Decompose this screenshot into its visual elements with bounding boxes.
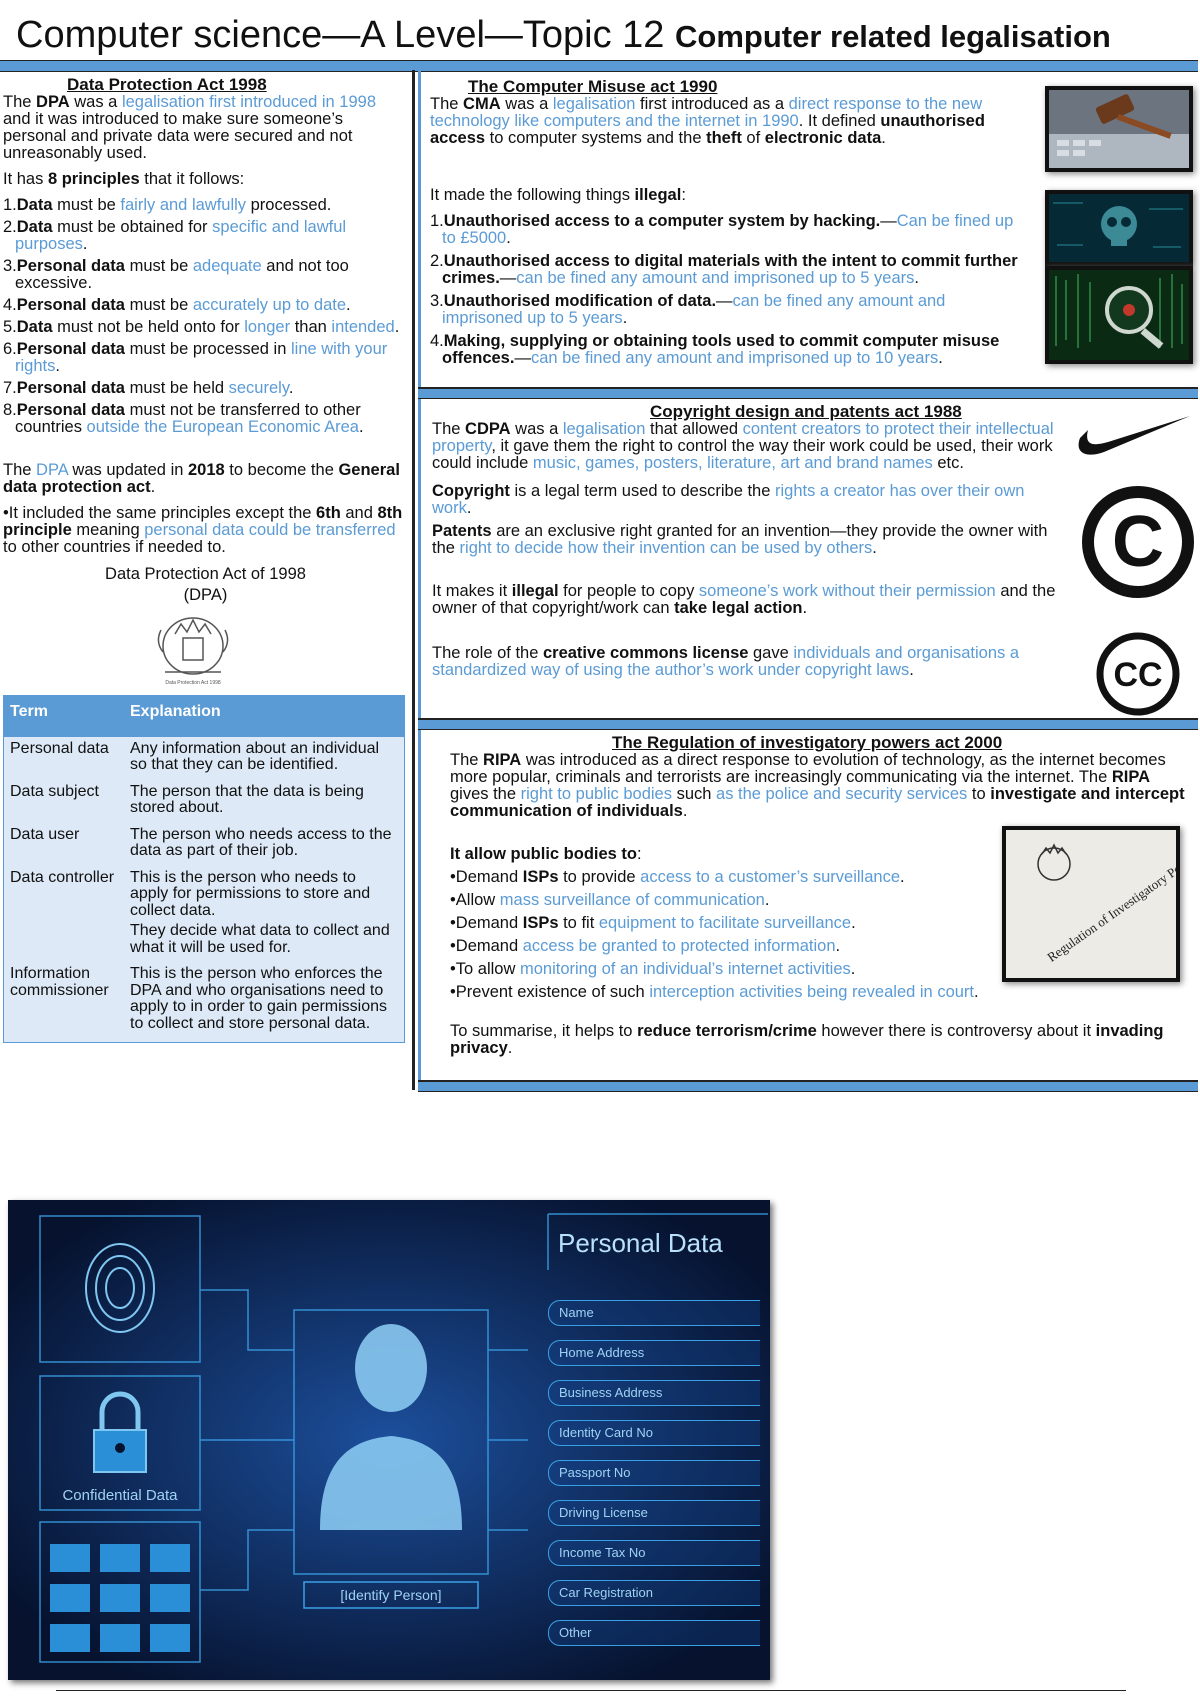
skull-icon: [1049, 194, 1189, 262]
term-cell: Personal data: [10, 739, 109, 757]
list-item: •Prevent existence of such interception activities being revealed in court.: [450, 983, 979, 1001]
cdpa-creative-commons: The role of the creative commons license gave individuals and organisations a standardized way of using the author’s work under copyright laws.: [432, 644, 1020, 679]
list-item: 6.Personal data must be processed in line with your rights.: [3, 340, 388, 375]
section-divider: [418, 387, 1198, 399]
table-header-explanation: Explanation: [124, 696, 405, 737]
table-header-term: Term: [4, 696, 125, 737]
dpa-heading: Data Protection Act 1998: [67, 75, 267, 94]
dpa-crest-title: Data Protection Act of 1998: [105, 565, 306, 583]
list-item: •Demand ISPs to provide access to a customer’s surveillance.: [450, 868, 905, 886]
cc-letters: CC: [1113, 656, 1163, 694]
data-field-item: Driving License: [548, 1500, 760, 1526]
gavel-image: [1045, 86, 1193, 172]
page-title: [16, 14, 1111, 57]
dpa-update: The DPA was updated in 2018 to become the General data protection act.: [3, 461, 400, 496]
document-icon: [1006, 830, 1176, 978]
ripa-document-image: [1002, 826, 1180, 982]
data-field-item: Passport No: [548, 1460, 760, 1486]
cma-heading: The Computer Misuse act 1990: [468, 77, 718, 96]
page-title-main: Computer science—A Level—Topic 12: [16, 14, 665, 56]
list-item: 2.Unauthorised access to digital materials with the intent to commit further crimes.—can be fined any amount and imprisoned up to 5 years.: [430, 252, 1018, 287]
list-item: •Demand access be granted to protected information.: [450, 937, 841, 955]
royal-crest-icon: [3, 606, 408, 688]
dpa-intro: The DPA was a legalisation first introduced in 1998 and it was introduced to make sure someone’s personal and private data were secured and not unreasonably used.: [3, 93, 377, 162]
list-item: 4.Making, supplying or obtaining tools used to commit computer misuse offences.—can be fined any amount and imprisoned up to 10 years.: [430, 332, 1000, 367]
list-item: 3.Personal data must be adequate and not too excessive.: [3, 257, 349, 292]
explanation-cell: [124, 866, 405, 963]
cdpa-section: [432, 403, 1062, 679]
term-cell: Data controller: [10, 868, 115, 886]
list-item: 1.Unauthorised access to a computer system by hacking.—Can be fined up to £5000.: [430, 212, 1014, 247]
data-field-item: Other: [548, 1620, 760, 1646]
cdpa-illegal: It makes it illegal for people to copy someone’s work without their permission and the owner of that copyright/work can take legal action.: [432, 582, 1056, 617]
identify-person-label: [Identify Person]: [340, 1587, 442, 1603]
creative-commons-icon: [1094, 630, 1182, 718]
cma-offences-list: [430, 213, 1030, 367]
section-divider: [418, 1080, 1198, 1092]
dpa-gdpr-bullet: •It included the same principles except the 6th and 8th principle meaning personal data could be transferred to other countries if needed to.: [3, 504, 403, 556]
list-item: 8.Personal data must not be transferred to other countries outside the European Economic Area.: [3, 401, 364, 436]
gavel-icon: [1049, 90, 1189, 168]
list-item: 3.Unauthorised modification of data.—can be fined any amount and imprisoned up to 5 years.: [430, 292, 946, 327]
table-row: [4, 962, 405, 1043]
dpa-crest-caption-block: [3, 564, 408, 606]
list-item: •Demand ISPs to fit equipment to facilitate surveillance.: [450, 914, 856, 932]
swoosh-logo-icon: [1074, 408, 1192, 458]
data-field-item: Car Registration: [548, 1580, 760, 1606]
ripa-heading: The Regulation of investigatory powers act 2000: [612, 733, 1003, 752]
list-item: •To allow monitoring of an individual’s internet activities.: [450, 960, 856, 978]
page-bottom-rule: [56, 1690, 1126, 1691]
dpa-crest-sub: (DPA): [183, 586, 228, 604]
explanation-text: This is the person who needs to apply for permissions to store and collect data.: [130, 868, 371, 919]
virus-magnifier-image: [1045, 266, 1193, 364]
data-field-item: Identity Card No: [548, 1420, 760, 1446]
explanation-cell: The person that the data is being stored about.: [130, 782, 364, 816]
column-divider: [412, 70, 415, 1090]
table-row: [4, 780, 405, 823]
ripa-summary: To summarise, it helps to reduce terrorism/crime however there is controversy about it invading privacy.: [450, 1022, 1164, 1057]
confidential-data-label: Confidential Data: [62, 1487, 178, 1504]
dpa-principles-intro: It has 8 principles that it follows:: [3, 170, 245, 188]
personal-data-field-list: [548, 1300, 760, 1660]
copyright-letter: C: [1112, 502, 1164, 582]
explanation-cell: The person who needs access to the data as part of their job.: [130, 825, 392, 859]
cma-intro: The CMA was a legalisation first introduced as a direct response to the new technology like computers and the internet in 1990. It defined unauthorised access to computer systems and the theft of electronic data.: [430, 95, 985, 147]
dpa-section: [3, 76, 408, 1043]
cma-section: [430, 78, 1030, 372]
personal-data-graphic: [8, 1200, 770, 1680]
table-row: [4, 866, 405, 963]
list-item: 1.Data must be fairly and lawfully processed.: [3, 196, 332, 214]
page-subtitle: Computer related legalisation: [675, 19, 1111, 54]
hacker-skull-image: [1045, 190, 1193, 266]
dpa-principles-list: [3, 197, 408, 436]
ripa-intro: The RIPA was introduced as a direct response to evolution of technology, as the internet becomes more popular, criminals and terrorists are increasingly communicating via the internet. The RIPA gives the right to public bodies such as the police and security services to investigate and intercept communication of individuals.: [450, 751, 1185, 820]
explanation-text: They decide what data to collect and what it will be used for.: [130, 922, 390, 956]
table-header-row: [4, 696, 405, 737]
cdpa-copyright-def: Copyright is a legal term used to describe the rights a creator has over their own work.: [432, 482, 1025, 517]
data-field-item: Name: [548, 1300, 760, 1326]
copyright-symbol-icon: [1078, 482, 1198, 602]
explanation-cell: Any information about an individual so that they can be identified.: [130, 739, 380, 773]
cma-illegal-intro: It made the following things illegal:: [430, 186, 686, 204]
term-cell: Data subject: [10, 782, 99, 800]
list-item: 7.Personal data must be held securely.: [3, 379, 294, 397]
title-divider: [0, 60, 1198, 72]
list-item: 5.Data must not be held onto for longer than intended.: [3, 318, 400, 336]
table-row: [4, 823, 405, 866]
ripa-allow-intro: It allow public bodies to:: [450, 845, 642, 863]
data-field-item: Business Address: [548, 1380, 760, 1406]
terms-table: [3, 695, 405, 1043]
table-row: [4, 737, 405, 780]
term-cell: Information commissioner: [10, 965, 109, 999]
list-item: •Allow mass surveillance of communication.: [450, 891, 770, 909]
personal-data-title: Personal Data: [558, 1228, 723, 1258]
list-item: 2.Data must be obtained for specific and lawful purposes.: [3, 218, 347, 253]
data-field-item: Income Tax No: [548, 1540, 760, 1566]
explanation-cell: This is the person who enforces the DPA and who organisations need to apply to in order to gain permissions to collect and store personal data.: [130, 965, 388, 1032]
list-item: 4.Personal data must be accurately up to date.: [3, 296, 351, 314]
section-divider: [418, 718, 1198, 730]
crest-caption: Data Protection Act 1998: [165, 680, 221, 686]
magnifier-icon: [1049, 270, 1189, 360]
cdpa-patents-def: Patents are an exclusive right granted for an invention—they provide the owner with the right to decide how their invention can be used by others.: [432, 522, 1048, 557]
cdpa-heading: Copyright design and patents act 1988: [650, 402, 962, 421]
data-field-item: Home Address: [548, 1340, 760, 1366]
folders-icon: [50, 1544, 190, 1652]
term-cell: Data user: [10, 825, 80, 843]
column-divider-accent: [418, 70, 421, 1090]
cdpa-intro: The CDPA was a legalisation that allowed content creators to protect their intellectual property, it gave them the right to control the way their work could be used, their work could include music, games, posters, literature, art and brand names etc.: [432, 420, 1054, 472]
